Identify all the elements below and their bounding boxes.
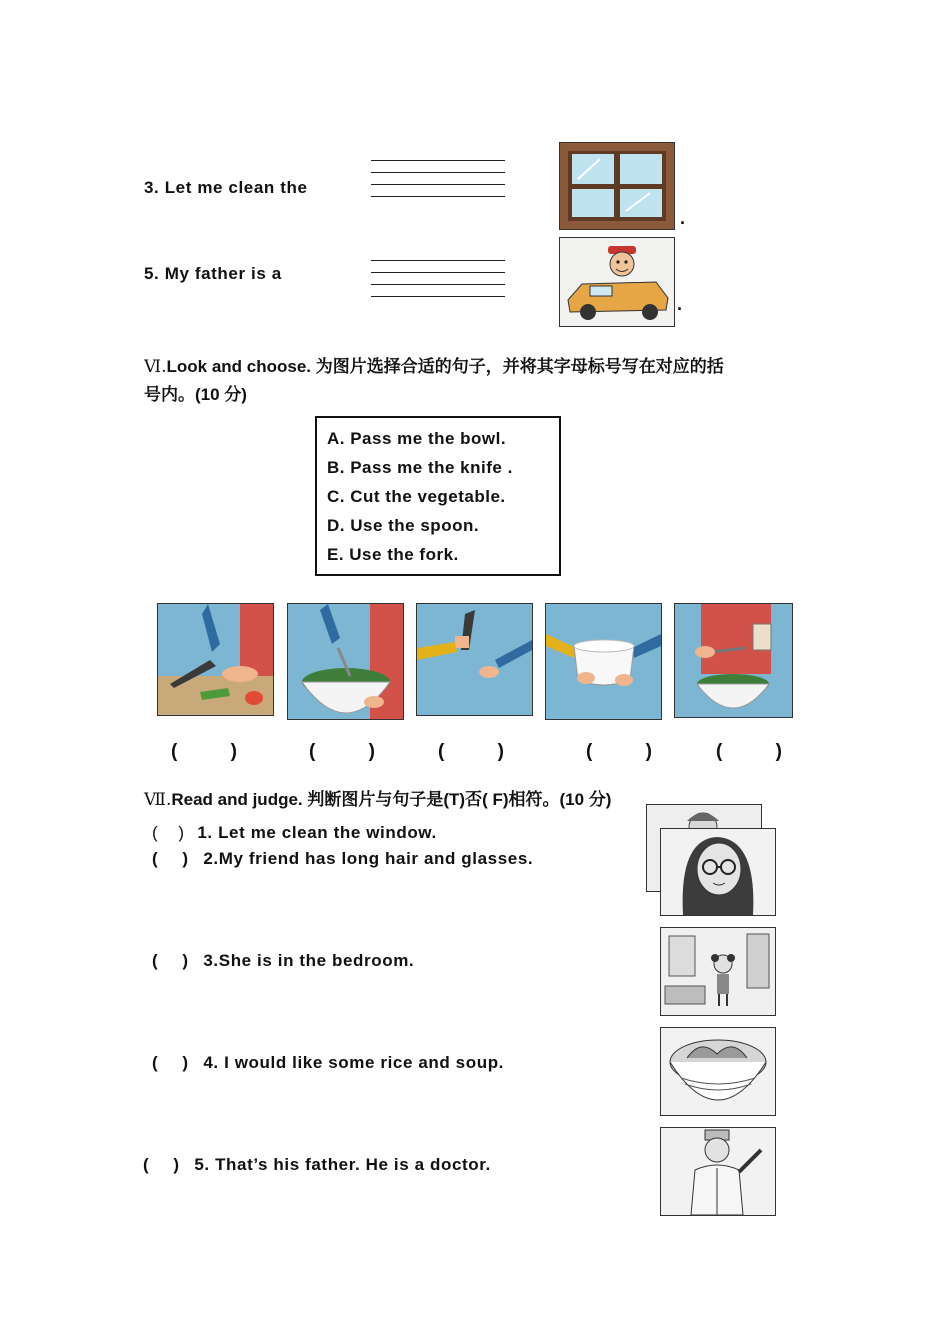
judge-bracket-5[interactable]: ( ) [143, 1155, 190, 1174]
judge-item-2 [152, 849, 533, 869]
option-d: D. Use the spoon. [327, 516, 480, 535]
section-6-heading-line2: 号内。(10 分) [144, 385, 247, 404]
answer-bracket-4[interactable]: ( ) [586, 741, 676, 762]
judge-bracket-2[interactable]: ( ) [152, 849, 199, 868]
use-fork-picture [287, 603, 404, 720]
pass-knife-picture [416, 603, 533, 716]
girl-glasses-illustration [661, 829, 775, 915]
section-6-heading [144, 352, 724, 377]
bedroom-picture [660, 927, 776, 1016]
answer-bracket-5[interactable]: ( ) [716, 741, 806, 762]
judge-item-1 [152, 823, 437, 843]
use-fork-illustration [288, 604, 403, 719]
taxi-driver-picture [559, 237, 675, 327]
answer-bracket-1[interactable]: ( ) [171, 741, 261, 762]
girl-glasses-picture [660, 828, 776, 916]
doctor-illustration [661, 1128, 775, 1215]
use-spoon-picture [674, 603, 793, 718]
question-5-text: 5. My father is a [144, 264, 282, 283]
judge-bracket-4[interactable]: ( ) [152, 1053, 199, 1072]
section-7-instruction: Read and judge. 判断图片与句子是(T)否( F)相符。(10 分) [171, 790, 612, 809]
judge-text-1: 1. Let me clean the window. [197, 823, 437, 842]
period: . [677, 294, 683, 314]
section-7-numeral: Ⅶ. [144, 790, 172, 810]
section-7-heading [144, 785, 611, 810]
answer-bracket-2[interactable]: ( ) [309, 741, 399, 762]
cut-vegetable-illustration [158, 604, 273, 715]
bedroom-illustration [661, 928, 775, 1015]
option-e: E. Use the fork. [327, 545, 459, 564]
noodle-soup-picture [660, 1027, 776, 1116]
judge-item-5 [143, 1155, 491, 1175]
judge-text-5: 5. That’s his father. He is a doctor. [194, 1155, 491, 1174]
doctor-picture [660, 1127, 776, 1216]
period: . [680, 208, 686, 228]
judge-text-2: 2.My friend has long hair and glasses. [203, 849, 534, 868]
judge-bracket-1[interactable]: ( ) [152, 823, 193, 842]
window-illustration [560, 143, 674, 229]
option-c: C. Cut the vegetable. [327, 487, 506, 506]
cut-vegetable-picture [157, 603, 274, 716]
noodle-bowl-illustration [661, 1028, 775, 1115]
window-picture [559, 142, 675, 230]
question-3-text: 3. Let me clean the [144, 178, 308, 197]
judge-text-4: 4. I would like some rice and soup. [203, 1053, 505, 1072]
judge-bracket-3[interactable]: ( ) [152, 951, 199, 970]
judge-item-4 [152, 1053, 504, 1073]
judge-text-3: 3.She is in the bedroom. [203, 951, 415, 970]
pass-bowl-illustration [546, 604, 661, 719]
use-spoon-illustration [675, 604, 792, 717]
taxi-driver-illustration [560, 238, 674, 326]
answer-bracket-3[interactable]: ( ) [438, 741, 528, 762]
judge-item-3 [152, 951, 414, 971]
options-box [315, 416, 561, 576]
option-a: A. Pass me the bowl. [327, 429, 507, 448]
pass-knife-illustration [417, 604, 532, 715]
pass-bowl-picture [545, 603, 662, 720]
answer-lines-3 [371, 160, 505, 208]
answer-lines-5 [371, 260, 505, 308]
option-b: B. Pass me the knife . [327, 458, 513, 477]
section-6-numeral: Ⅵ. [144, 357, 167, 377]
section-6-instruction: Look and choose. 为图片选择合适的句子，并将其字母标号写在对应的括 [166, 357, 724, 376]
